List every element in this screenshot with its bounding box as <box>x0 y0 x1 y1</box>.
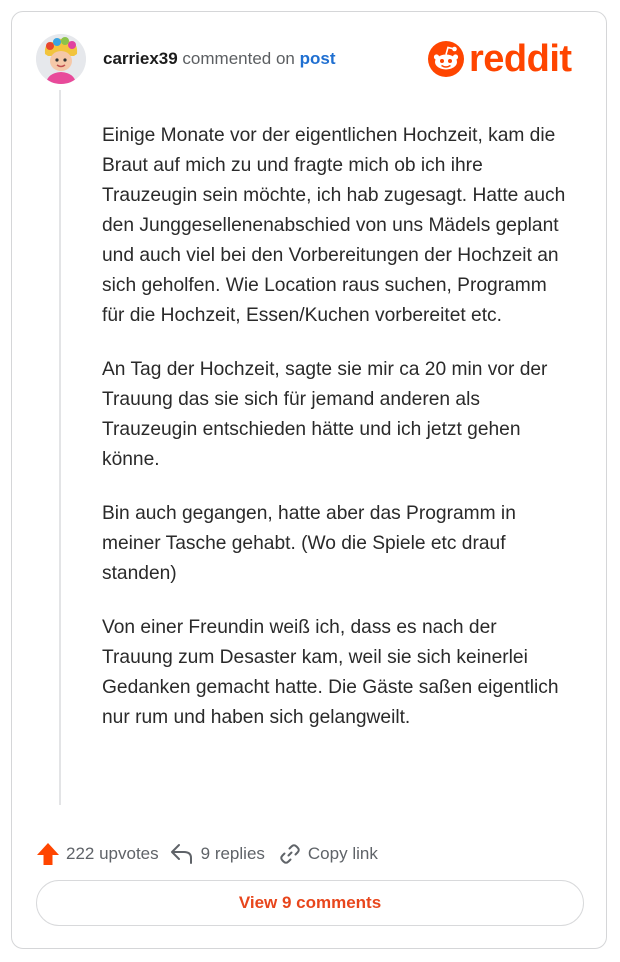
reddit-wordmark: reddit <box>469 38 572 80</box>
comment-paragraph: Bin auch gegangen, hatte aber das Programm in meiner Tasche gehabt. (Wo die Spiele etc drauf standen) <box>102 503 516 584</box>
username[interactable]: carriex39 <box>103 49 178 68</box>
upvote-button[interactable] <box>36 842 159 866</box>
comment-paragraph: An Tag der Hochzeit, sagte sie mir ca 20 min vor der Trauung das sie sich für jemand anderen als Trauzeugin entschieden hätte und ich jetzt gehen könne. <box>102 359 548 470</box>
reddit-logo[interactable] <box>428 40 572 78</box>
upvote-arrow-icon <box>36 842 60 866</box>
commented-on-text: commented on <box>182 49 295 68</box>
comment-paragraph: Einige Monate vor der eigentlichen Hochzeit, kam die Braut auf mich zu und fragte mich ob ich ihre Trauzeugin sein möchte, ich hab zugesagt. Hatte auch den Junggesellenenabschied von uns Mädels geplant und auch viel bei den Vorbereitungen der Hochzeit an sich geholfen. Wie Location raus suchen, Programm für die Hochzeit, Essen/Kuchen vorbereitet etc. <box>102 125 566 326</box>
replies-count: 9 replies <box>200 844 265 863</box>
thread-line <box>59 90 61 805</box>
avatar[interactable] <box>36 34 86 84</box>
comment-paragraph: Von einer Freundin weiß ich, dass es nach der Trauung zum Desaster kam, weil sie sich keinerlei Gedanken gemacht hatte. Die Gäste saßen eigentlich nur rum und haben sich gelangweilt. <box>102 617 559 728</box>
comment-header <box>103 49 336 69</box>
view-comments-button[interactable] <box>36 880 584 926</box>
reply-arrow-icon <box>170 843 194 865</box>
chain-link-icon <box>279 843 301 865</box>
avatar-image <box>36 34 86 84</box>
reddit-snoo-icon <box>428 41 464 77</box>
copy-link-button[interactable] <box>279 843 378 865</box>
comment-actions <box>36 842 378 866</box>
post-link[interactable]: post <box>299 49 336 68</box>
copy-link-label: Copy link <box>307 844 378 863</box>
upvote-count: 222 upvotes <box>66 844 159 863</box>
comment-body <box>102 121 572 757</box>
view-comments-label: View 9 comments <box>238 893 382 912</box>
replies-button[interactable] <box>170 843 265 865</box>
